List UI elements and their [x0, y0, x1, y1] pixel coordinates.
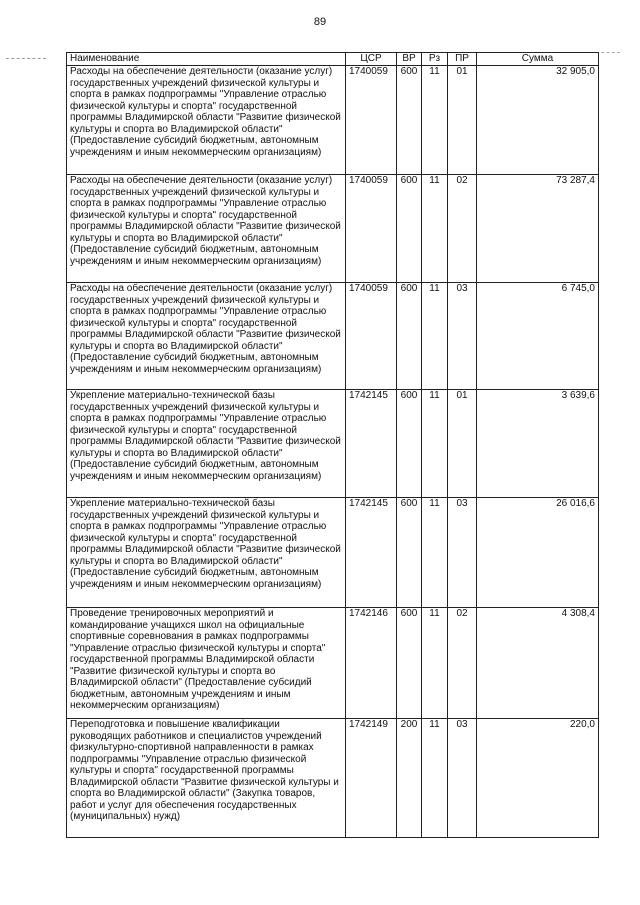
row-rz: 11: [422, 283, 448, 390]
table-row: [67, 175, 599, 283]
row-sum: 3 639,6: [477, 390, 599, 498]
row-csr: 1742145: [346, 390, 397, 498]
row-rz: 11: [422, 719, 448, 838]
row-csr: 1742149: [346, 719, 397, 838]
table-row: [67, 719, 599, 838]
row-name: Укрепление материально-технической базы государственных учреждений физической культуры и спорта в рамках подпрограммы "Управление отраслью физической культуры и спорта" государственной программы Владимирской области "Развитие физической культуры и спорта во Владимирской области" (Предоставление субсидий бюджетным, автономным учреждениям и иным некоммерческим организациям): [67, 390, 346, 498]
table-row: [67, 498, 599, 608]
header-rz: Рз: [422, 53, 448, 66]
row-vr: 600: [397, 283, 422, 390]
table-header-row: [67, 53, 599, 66]
row-pr: 02: [448, 175, 477, 283]
row-vr: 600: [397, 175, 422, 283]
header-vr: ВР: [397, 53, 422, 66]
row-vr: 200: [397, 719, 422, 838]
row-name: Расходы на обеспечение деятельности (оказание услуг) государственных учреждений физической культуры и спорта в рамках подпрограммы "Управление отраслью физической культуры и спорта" государственной программы Владимирской области "Развитие физической культуры и спорта во Владимирской области" (Предоставление субсидий бюджетным, автономным учреждениям и иным некоммерческим организациям): [67, 283, 346, 390]
header-name: Наименование: [67, 53, 346, 66]
header-csr: ЦСР: [346, 53, 397, 66]
row-rz: 11: [422, 175, 448, 283]
row-sum: 6 745,0: [477, 283, 599, 390]
table-row: [67, 66, 599, 175]
table-row: [67, 608, 599, 719]
row-pr: 01: [448, 390, 477, 498]
header-pr: ПР: [448, 53, 477, 66]
row-pr: 03: [448, 498, 477, 608]
row-vr: 600: [397, 608, 422, 719]
row-csr: 1740059: [346, 283, 397, 390]
header-sum: Сумма: [477, 53, 599, 66]
row-vr: 600: [397, 390, 422, 498]
row-name: Укрепление материально-технической базы государственных учреждений физической культуры и спорта в рамках подпрограммы "Управление отраслью физической культуры и спорта" государственной программы Владимирской области "Развитие физической культуры и спорта во Владимирской области" (Предоставление субсидий бюджетным, автономным учреждениям и иным некоммерческим организациям): [67, 498, 346, 608]
row-vr: 600: [397, 66, 422, 175]
row-sum: 220,0: [477, 719, 599, 838]
row-pr: 03: [448, 283, 477, 390]
row-rz: 11: [422, 66, 448, 175]
budget-table: [66, 52, 599, 838]
scan-artifact-left: [6, 58, 46, 60]
row-sum: 26 016,6: [477, 498, 599, 608]
row-rz: 11: [422, 390, 448, 498]
row-rz: 11: [422, 498, 448, 608]
row-csr: 1740059: [346, 175, 397, 283]
row-name: Расходы на обеспечение деятельности (оказание услуг) государственных учреждений физической культуры и спорта в рамках подпрограммы "Управление отраслью физической культуры и спорта" государственной программы Владимирской области "Развитие физической культуры и спорта во Владимирской области" (Предоставление субсидий бюджетным, автономным учреждениям и иным некоммерческим организациям): [67, 66, 346, 175]
row-sum: 4 308,4: [477, 608, 599, 719]
row-sum: 32 905,0: [477, 66, 599, 175]
row-pr: 01: [448, 66, 477, 175]
row-name: Переподготовка и повышение квалификации руководящих работников и специалистов учреждений физкультурно-спортивной направленности в рамках подпрограммы "Управление отраслью физической культуры и спорта" государственной программы Владимирской области "Развитие физической культуры и спорта во Владимирской области" (Закупка товаров, работ и услуг для обеспечения государственных (муниципальных) нужд): [67, 719, 346, 838]
row-csr: 1742146: [346, 608, 397, 719]
row-pr: 03: [448, 719, 477, 838]
row-vr: 600: [397, 498, 422, 608]
row-name: Проведение тренировочных мероприятий и командирование учащихся школ на официальные спортивные соревнования в рамках подпрограммы "Управление отраслью физической культуры и спорта" государственной программы Владимирской области "Развитие физической культуры и спорта во Владимирской области" (Предоставление субсидий бюджетным, автономным учреждениям и иным некоммерческим организациям): [67, 608, 346, 719]
row-csr: 1742145: [346, 498, 397, 608]
row-sum: 73 287,4: [477, 175, 599, 283]
row-rz: 11: [422, 608, 448, 719]
row-pr: 02: [448, 608, 477, 719]
table-row: [67, 283, 599, 390]
page-number: 89: [313, 16, 327, 28]
row-csr: 1740059: [346, 66, 397, 175]
table-row: [67, 390, 599, 498]
row-name: Расходы на обеспечение деятельности (оказание услуг) государственных учреждений физической культуры и спорта в рамках подпрограммы "Управление отраслью физической культуры и спорта" государственной программы Владимирской области "Развитие физической культуры и спорта во Владимирской области" (Предоставление субсидий бюджетным, автономным учреждениям и иным некоммерческим организациям): [67, 175, 346, 283]
